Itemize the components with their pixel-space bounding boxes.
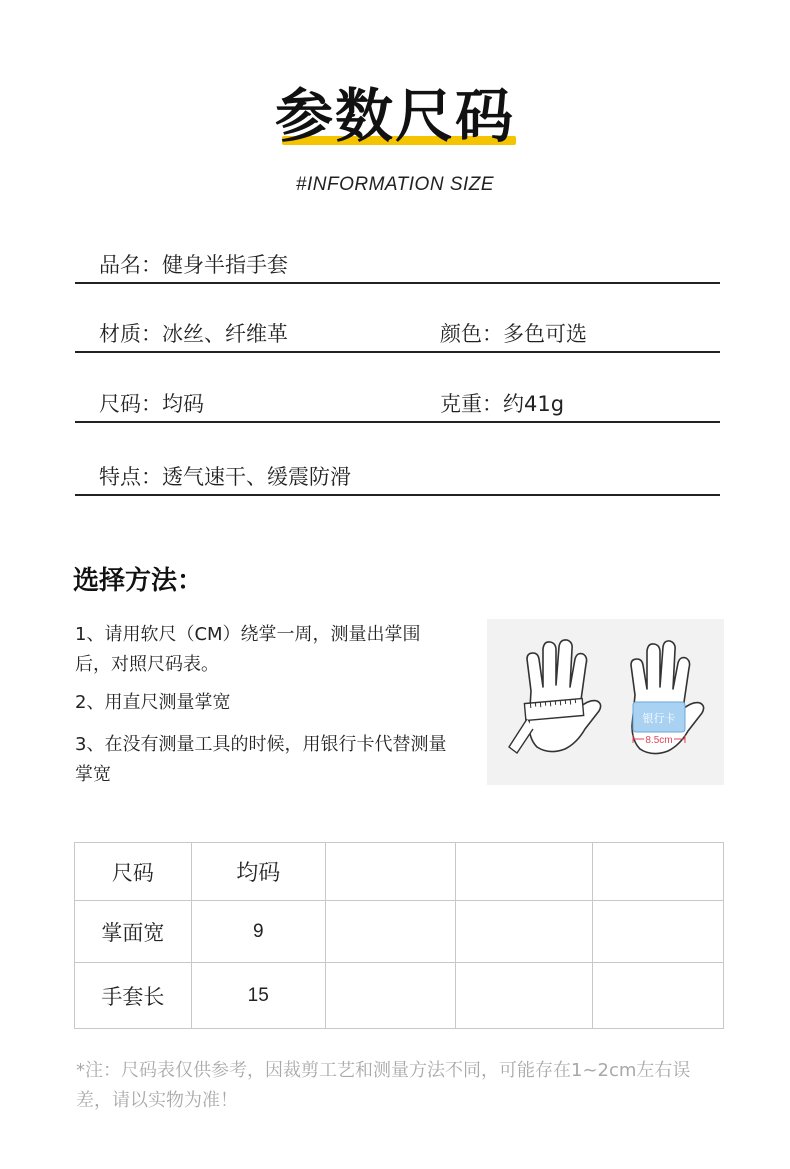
table-cell-label: 尺码 bbox=[75, 843, 192, 901]
table-cell-empty bbox=[593, 963, 724, 1029]
table-cell-empty bbox=[456, 843, 593, 901]
page-title: 参数尺码 bbox=[274, 82, 515, 150]
product-color: 颜色：多色可选 bbox=[440, 322, 587, 346]
table-cell-empty bbox=[456, 901, 593, 963]
table-cell-empty bbox=[325, 843, 456, 901]
method-step-3: 3、在没有测量工具的时候，用银行卡代替测量掌宽 bbox=[75, 734, 447, 785]
table-row bbox=[75, 901, 724, 963]
bank-card-icon bbox=[633, 702, 685, 732]
table-row bbox=[75, 963, 724, 1029]
section-title-method: 选择方法： bbox=[73, 566, 204, 596]
bank-card-label: 银行卡 bbox=[642, 712, 676, 725]
info-row-name bbox=[75, 250, 720, 284]
page-subtitle: #INFORMATION SIZE bbox=[295, 174, 495, 195]
hand-measure-illustration bbox=[487, 619, 724, 785]
product-weight: 克重：约41g bbox=[440, 392, 565, 416]
table-cell-empty bbox=[325, 901, 456, 963]
card-dimension-label: 8.5cm bbox=[645, 735, 673, 746]
table-cell-empty bbox=[456, 963, 593, 1029]
info-row-feature bbox=[75, 462, 720, 496]
size-table bbox=[74, 842, 724, 1029]
table-cell-value: 均码 bbox=[191, 843, 325, 901]
info-row-size bbox=[75, 389, 720, 423]
table-cell-empty bbox=[325, 963, 456, 1029]
table-cell-value: 15 bbox=[191, 963, 325, 1029]
info-row-material bbox=[75, 319, 720, 353]
table-cell-empty bbox=[593, 843, 724, 901]
method-steps bbox=[75, 620, 455, 798]
size-note: *注：尺码表仅供参考，因裁剪工艺和测量方法不同，可能存在1~2cm左右误差，请以实物为准！ bbox=[76, 1060, 691, 1111]
product-size: 尺码：均码 bbox=[99, 392, 204, 416]
product-name: 品名：健身半指手套 bbox=[99, 253, 288, 277]
method-step-1: 1、请用软尺（CM）绕掌一周，测量出掌围后，对照尺码表。 bbox=[75, 624, 421, 675]
method-step-2: 2、用直尺测量掌宽 bbox=[75, 692, 231, 713]
table-cell-label: 手套长 bbox=[75, 963, 192, 1029]
hand-illustration-svg bbox=[487, 619, 724, 785]
title-wrap bbox=[0, 80, 790, 152]
table-row bbox=[75, 843, 724, 901]
product-feature: 特点：透气速干、缓震防滑 bbox=[99, 465, 351, 489]
table-cell-value: 9 bbox=[191, 901, 325, 963]
table-cell-empty bbox=[593, 901, 724, 963]
left-hand-icon bbox=[527, 640, 601, 752]
table-cell-label: 掌面宽 bbox=[75, 901, 192, 963]
product-material: 材质：冰丝、纤维革 bbox=[99, 322, 288, 346]
